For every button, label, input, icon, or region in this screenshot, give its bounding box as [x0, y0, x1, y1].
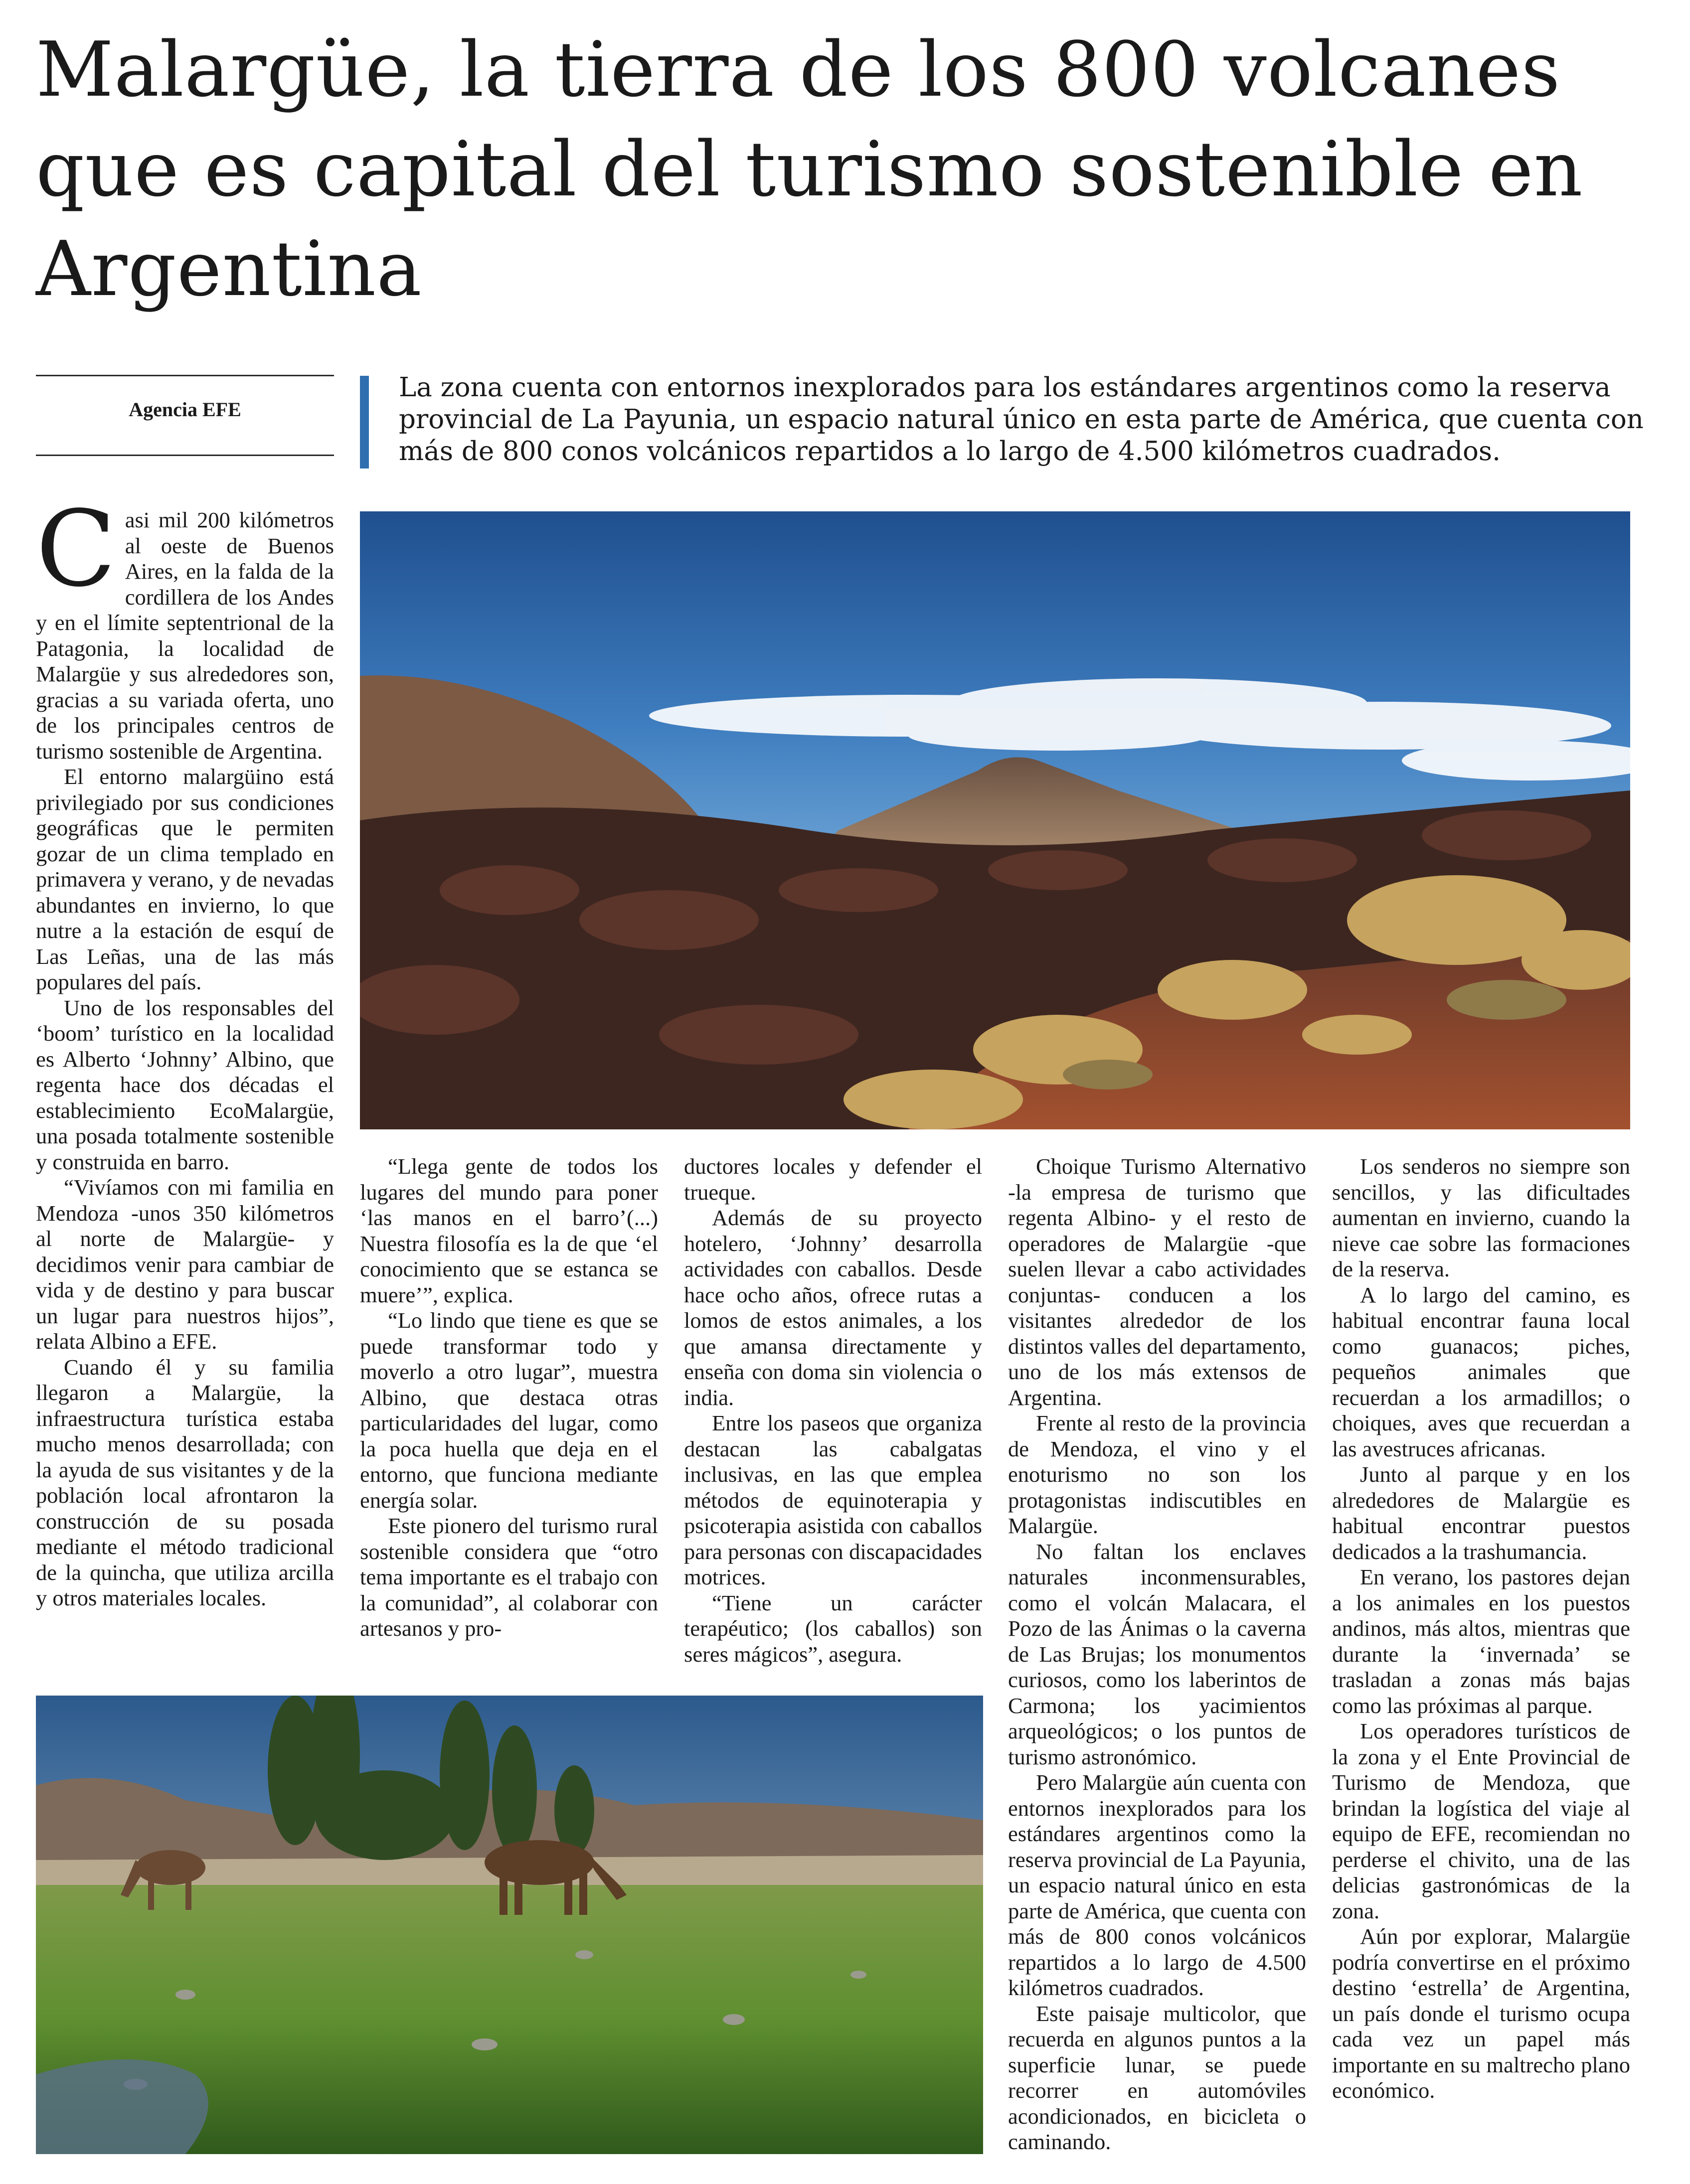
volcano-landscape-photo: [360, 511, 1630, 1129]
col1-para-1: Casi mil 200 kilómetros al oeste de Buenos Aires, en la falda de la cordillera de los Andes y en el límite septentrional de la Patagonia, la localidad de Malargüe y sus alrededores son, gracias a su variada oferta, uno de los principales centros de turismo sostenible de Argentina.: [36, 488, 334, 764]
col4-para-2: Frente al resto de la provincia de Mendoza, el vino y el enoturismo no son los protagonistas indiscutibles en Malargüe.: [1008, 1410, 1306, 1538]
byline-top-rule: [36, 375, 334, 376]
col2-para-3: Este pionero del turismo rural sostenible considera que “otro tema importante es el trabajo con la comunidad”, al colaborar con artesanos y pro-: [360, 1513, 658, 1641]
col5-para-3: Junto al parque y en los alrededores de Malargüe es habitual encontrar puestos dedicados a la trashumancia.: [1332, 1462, 1630, 1564]
stream: [36, 2059, 208, 2154]
col1-para-4: “Vivíamos con mi familia en Mendoza -unos 350 kilómetros al norte de Malargüe- y decidimos venir para cambiar de vida y de destino y para buscar un lugar para nuestros hijos”, relata Albino a EFE.: [36, 1175, 334, 1354]
col3-para-2: Además de su proyecto hotelero, ‘Johnny’ desarrolla actividades con caballos. Desde hace ocho años, ofrece rutas a lomos de estos animales, a los que amansa directamente y enseña con doma sin violencia o india.: [684, 1205, 982, 1410]
col2-para-1: “Llega gente de todos los lugares del mundo para poner ‘las manos en el barro’(...) Nuestra filosofía es la de que ‘el conocimiento que se estanca se muere’”, explica.: [360, 1154, 658, 1307]
column-5: [1332, 1154, 1630, 2104]
column-4: [1008, 1154, 1306, 2155]
col5-para-5: Los operadores turísticos de la zona y el Ente Provincial de Turismo de Mendoza, que brindan la logística del viaje al equipo de EFE, recomiendan no perderse el chivito, una de las delicias gastronómicas de la zona.: [1332, 1718, 1630, 1923]
col4-para-3: No faltan los enclaves naturales inconmensurables, como el volcán Malacara, el Pozo de las Ánimas o la caverna de Las Brujas; los monumentos curiosos, como los laberintos de Carmona; los yacimientos arqueológicos; o los puntos de turismo astronómico.: [1008, 1539, 1306, 1769]
col5-para-2: A lo largo del camino, es habitual encontrar fauna local como guanacos; piches, pequeños animales que recuerdan a los armadillos; o choiques, aves que recuerdan a las avestruces africanas.: [1332, 1282, 1630, 1461]
col2-para-2: “Lo lindo que tiene es que se puede transformar todo y moverlo a otro lugar”, muestra Albino, que destaca otras particularidades del lugar, como la poca huella que deja en el entorno, que funciona mediante energía solar.: [360, 1308, 658, 1513]
byline: Agencia EFE: [129, 398, 241, 421]
col3-para-3: Entre los paseos que organiza destacan las cabalgatas inclusivas, en las que emplea métodos de equinoterapia y psicoterapia asistida con caballos para personas con discapacidades motrices.: [684, 1410, 982, 1589]
horses-meadow-photo: [36, 1696, 983, 2154]
column-3: [684, 1154, 982, 1667]
col5-para-1: Los senderos no siempre son sencillos, y las dificultades aumentan en invierno, cuando la nieve cae sobre las formaciones de la reserva.: [1332, 1154, 1630, 1281]
col1-para-2: El entorno malargüino está privilegiado por sus condiciones geográficas que le permiten gozar de un clima templado en primavera y verano, y de nevadas abundantes en invierno, lo que nutre a la estación de esquí de Las Leñas, una de las más populares del país.: [36, 764, 335, 994]
col1-para-5: Cuando él y su familia llegaron a Malargüe, la infraestructura turística estaba mucho menos desarrollada; con la ayuda de sus visitantes y de la población local afrontaron la construcción de su posada mediante el método tradicional de la quincha, que utiliza arcilla y otros materiales locales.: [36, 1354, 334, 1610]
col3-para-4: “Tiene un carácter terapéutico; (los caballos) son seres mágicos”, asegura.: [684, 1590, 982, 1667]
col3-para-1: ductores locales y defender el trueque.: [684, 1154, 982, 1205]
lead-paragraph: La zona cuenta con entornos inexplorados para los estándares argentinos como la reserva provincial de La Payunia, un espacio natural único en esta parte de América, que cuenta con más de 800 conos volcánicos repartidos a lo largo de 4.500 kilómetros cuadrados.: [399, 372, 1644, 467]
column-2: [360, 1154, 658, 1642]
col5-para-4: En verano, los pastores dejan a los animales en los puestos andinos, más altos, mientras que durante la ‘invernada’ se trasladan a zonas más bajas como las próximas al parque.: [1332, 1564, 1630, 1718]
lead-accent-bar: [360, 376, 369, 468]
col4-para-1: Choique Turismo Alternativo -la empresa de turismo que regenta Albino- y el resto de operadores de Malargüe -que suelen llevar a cabo actividades conjuntas- conducen a los visitantes alrededor de los distintos valles del departamento, uno de los más extensos de Argentina.: [1008, 1154, 1306, 1410]
headline: Malargüe, la tierra de los 800 volcanes que es capital del turismo sostenible en Argentina: [36, 25, 1583, 313]
drop-cap: C: [36, 488, 116, 610]
col1-para-3: Uno de los responsables del ‘boom’ turístico en la localidad es Alberto ‘Johnny’ Albino, que regenta hace dos décadas el establecimiento EcoMalargüe, una posada totalmente sostenible y construida en barro.: [36, 995, 334, 1174]
col4-para-5: Este paisaje multicolor, que recuerda en algunos puntos a la superficie lunar, se puede recorrer en automóviles acondicionados, en bicicleta o caminando.: [1008, 2001, 1306, 2154]
col4-para-4: Pero Malargüe aún cuenta con entornos inexplorados para los estándares argentinos como la reserva provincial de La Payunia, un espacio natural único en esta parte de América, que cuenta con más de 800 conos volcánicos repartidos a lo largo de 4.500 kilómetros cuadrados.: [1008, 1770, 1306, 2000]
col5-para-6: Aún por explorar, Malargüe podría convertirse en el próximo destino ‘estrella’ de Argentina, un país donde el turismo ocupa cada vez un papel más importante en su maltrecho plano económico.: [1332, 1924, 1630, 2103]
byline-bottom-rule: [36, 455, 334, 456]
column-1: [36, 488, 335, 1611]
